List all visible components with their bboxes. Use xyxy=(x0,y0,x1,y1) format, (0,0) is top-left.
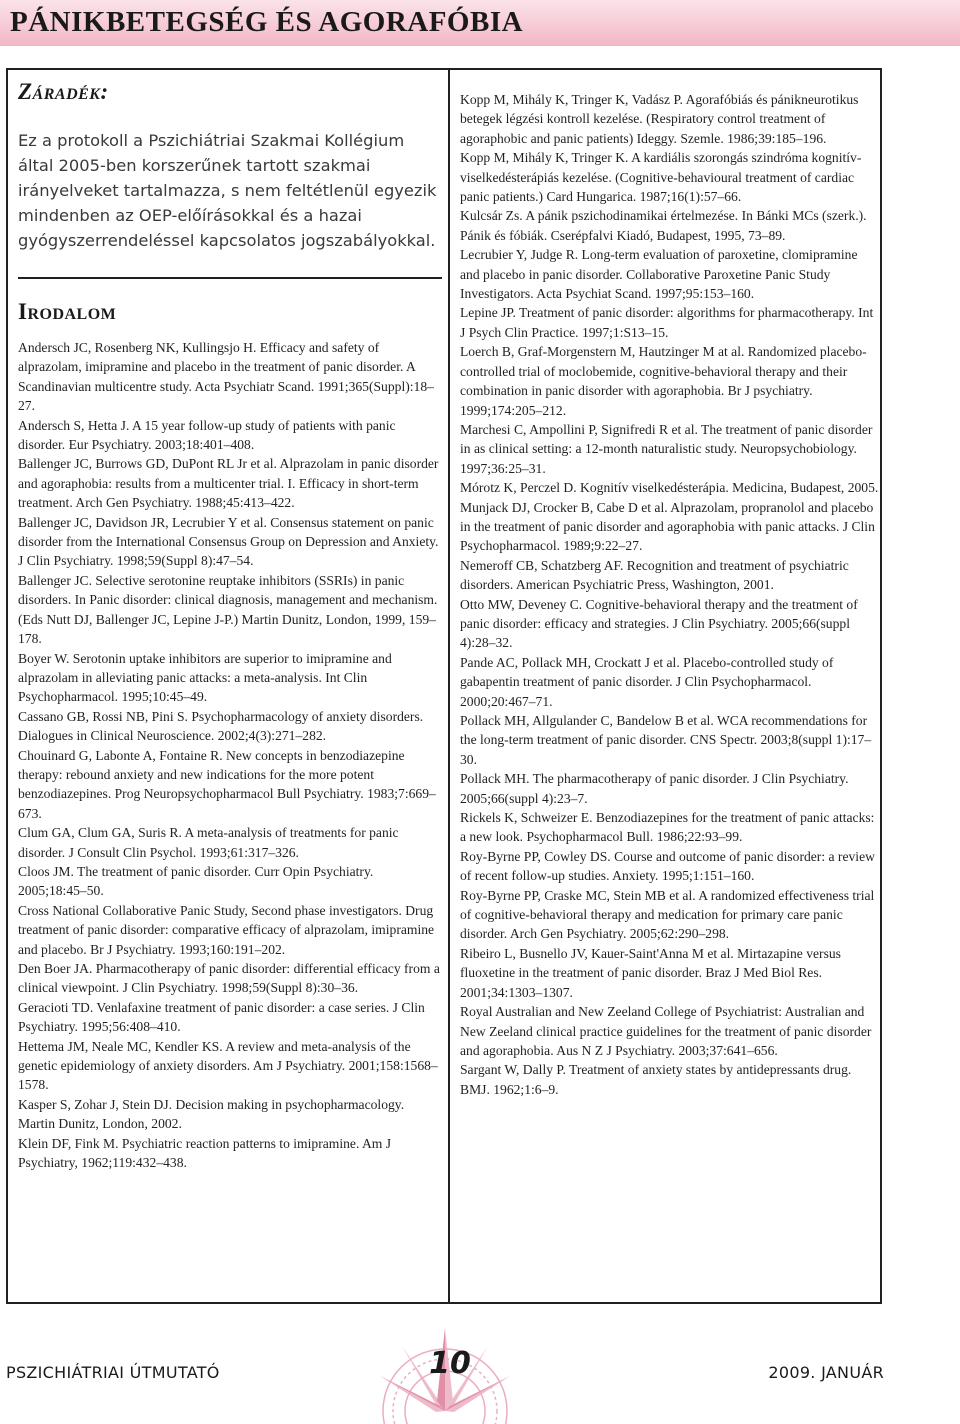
references-title: Irodalom xyxy=(18,299,117,324)
header-banner xyxy=(0,0,960,46)
reference-item: Kulcsár Zs. A pánik pszichodinamikai értelmezése. In Bánki MCs (szerk.). Pánik és fóbiák. Cserépfalvi Kiadó, Budapest, 1995, 73–89. xyxy=(460,208,867,243)
column-divider xyxy=(448,70,450,1302)
reference-item: Andersch JC, Rosenberg NK, Kullingsjo H. Efficacy and safety of alprazolam, imipramine and placebo in the treatment of panic disorder. A Scandinavian multicentre study. Acta Psychiatr Scand. 1991;365(Suppl):18–27. xyxy=(18,340,434,414)
left-column xyxy=(18,80,440,1172)
disclaimer-title: Záradék: xyxy=(18,79,109,104)
reference-item: Otto MW, Deveney C. Cognitive-behavioral therapy and the treatment of panic disorder: efficacy and strategies. J Clin Psychiatry. 2005;66(suppl 4):28–32. xyxy=(460,596,858,651)
reference-item: Pande AC, Pollack MH, Crockatt J et al. Placebo-controlled study of gabapentin treatment of panic disorder. J Clin Psychopharmacol. 2000;20:467–71. xyxy=(460,654,834,709)
reference-item: Lepine JP. Treatment of panic disorder: algorithms for pharmacotherapy. Int J Psych Clin Practice. 1997;1:S13–15. xyxy=(460,305,874,340)
reference-item: Cloos JM. The treatment of panic disorder. Curr Opin Psychiatry. 2005;18:45–50. xyxy=(18,863,374,899)
reference-item: Mórotz K, Perczel D. Kognitív viselkedésterápia. Medicina, Budapest, 2005. xyxy=(460,480,879,496)
reference-item: Cross National Collaborative Panic Study, Second phase investigators. Drug treatment of panic disorder: comparative efficacy of alprazolam, imipramine and placebo. Br J Psychiatry. 1993;160:191–202. xyxy=(18,902,435,957)
page-title: PÁNIKBETEGSÉG ÉS AGORAFÓBIA xyxy=(10,6,524,38)
section-divider xyxy=(18,277,442,279)
reference-item: Munjack DJ, Crocker B, Cabe D et al. Alprazolam, propranolol and placebo in the treatment of panic disorder and agoraphobia with panic attacks. J Clin Psychopharmacol. 1989;9:22–27. xyxy=(460,499,875,554)
reference-item: Ballenger JC. Selective serotonine reuptake inhibitors (SSRIs) in panic disorders. In Panic disorder: clinical diagnosis, management and mechanism. (Eds Nutt DJ, Ballenger JC, Lepine J-P.) Martin Dunitz, London, 1999, 159–178. xyxy=(18,572,438,647)
reference-item: Roy-Byrne PP, Cowley DS. Course and outcome of panic disorder: a review of recent follow-up studies. Anxiety. 1995;1:151–160. xyxy=(460,848,875,884)
reference-item: Ballenger JC, Burrows GD, DuPont RL Jr et al. Alprazolam in panic disorder and agoraphobia: results from a multicenter trial. I. Efficacy in short-term treatment. Arch Gen Psychiatry. 1988;45:413–422. xyxy=(18,456,439,511)
reference-item: Ballenger JC, Davidson JR, Lecrubier Y et al. Consensus statement on panic disorder from the International Consensus Group on Depression and Anxiety. J Clin Psychiatry. 1998;59(Suppl 8):47–54. xyxy=(18,514,439,569)
reference-item: Boyer W. Serotonin uptake inhibitors are superior to imipramine and alprazolam in alleviating panic attacks: a meta-analysis. Int Clin Psychopharmacol. 1995;10:45–49. xyxy=(18,650,392,705)
reference-item: Loerch B, Graf-Morgenstern M, Hautzinger M at al. Randomized placebo-controlled trial of moclobemide, cognitive-behavioral therapy and their combination in panic disorder with agoraphobia. Br J psychiatry. 1999;174:205–212. xyxy=(460,344,867,418)
references-list-right xyxy=(460,90,880,1099)
reference-item: Royal Australian and New Zeeland College of Psychiatrist: Australian and New Zeeland clinical practice guidelines for the treatment of panic disorder and agoraphobia. Aus N Z J Psychiatry. 2003;37:641–656. xyxy=(460,1004,872,1058)
reference-item: Lecrubier Y, Judge R. Long-term evaluation of paroxetine, clomipramine and placebo in panic disorder. Collaborative Paroxetine Panic Study Investigators. Acta Psychiat Scand. 1997;95:153–160. xyxy=(460,247,858,302)
reference-item: Kopp M, Mihály K, Tringer K. A kardiális szorongás szindróma kognitív-viselkedésterápiás kezelése. (Cognitive-behavioural treatment of cardiac panic patients.) Card Hungarica. 1987;16(1):57–66. xyxy=(460,150,862,205)
reference-item: Pollack MH, Allgulander C, Bandelow B et al. WCA recommendations for the long-term treatment of panic disorder. CNS Spectr. 2003;8(suppl 1):17–30. xyxy=(460,713,872,767)
reference-item: Klein DF, Fink M. Psychiatric reaction patterns to imipramine. Am J Psychiatry, 1962;119:432–438. xyxy=(18,1135,392,1171)
reference-item: Sargant W, Dally P. Treatment of anxiety states by antidepressants drug. BMJ. 1962;1:6–9. xyxy=(460,1062,852,1097)
reference-item: Clum GA, Clum GA, Suris R. A meta-analysis of treatments for panic disorder. J Consult Clin Psychol. 1993;61:317–326. xyxy=(18,825,399,860)
reference-item: Hettema JM, Neale MC, Kendler KS. A review and meta-analysis of the genetic epidemiology of anxiety disorders. Am J Psychiatry. 2001;158:1568–1578. xyxy=(18,1038,438,1093)
footer-date: 2009. JANUÁR xyxy=(768,1363,884,1382)
references-list-left xyxy=(18,338,440,1172)
reference-item: Marchesi C, Ampollini P, Signifredi R et al. The treatment of panic disorder in as clinical setting: a 12-month naturalistic study. Neuropsychobiology. 1997;36:25–31. xyxy=(460,421,873,476)
reference-item: Geracioti TD. Venlafaxine treatment of panic disorder: a case series. J Clin Psychiatry. 1995;56:408–410. xyxy=(18,999,425,1035)
reference-item: Kasper S, Zohar J, Stein DJ. Decision making in psychopharmacology. Martin Dunitz, London, 2002. xyxy=(18,1096,405,1132)
reference-item: Rickels K, Schweizer E. Benzodiazepines for the treatment of panic attacks: a new look. Psychopharmacol Bull. 1986;22:93–99. xyxy=(460,810,875,845)
page-number: 10 xyxy=(429,1346,471,1381)
content-box xyxy=(6,68,882,1304)
reference-item: Roy-Byrne PP, Craske MC, Stein MB et al. A randomized effectiveness trial of cognitive-behavioral therapy and medication for primary care panic disorder. Arch Gen Psychiatry. 2005;62:290–298. xyxy=(460,887,875,942)
reference-item: Kopp M, Mihály K, Tringer K, Vadász P. Agorafóbiás és pánikneurotikus betegek légzési kontroll kezelése. (Respiratory control treatment of agoraphobic and panic patients) Ideggy. Szemle. 1986;39:185–196. xyxy=(460,92,859,146)
footer-publication: PSZICHIÁTRIAI ÚTMUTATÓ xyxy=(6,1363,220,1382)
reference-item: Andersch S, Hetta J. A 15 year follow-up study of patients with panic disorder. Eur Psychiatry. 2003;18:401–408. xyxy=(18,417,396,453)
reference-item: Chouinard G, Labonte A, Fontaine R. New concepts in benzodiazepine therapy: rebound anxiety and new indications for the more potent benzodiazepines. Prog Neuropsychopharmacol Bull Psychiatry. 1983;7:669–673. xyxy=(18,747,436,821)
disclaimer-text: Ez a protokoll a Pszichiátriai Szakmai Kollégium által 2005-ben korszerűnek tartott szakmai irányelveket tartalmazza, s nem feltétlenül egyezik mindenben az OEP-előírásokkal és a hazai gyógyszerrendeléssel kapcsolatos jogszabályokkal. xyxy=(18,131,437,250)
reference-item: Den Boer JA. Pharmacotherapy of panic disorder: differential efficacy from a clinical viewpoint. J Clin Psychiatry. 1998;59(Suppl 8):30–36. xyxy=(18,961,440,996)
reference-item: Ribeiro L, Busnello JV, Kauer-Saint'Anna M et al. Mirtazapine versus fluoxetine in the treatment of panic disorder. Braz J Med Biol Res. 2001;34:1303–1307. xyxy=(460,945,841,1000)
reference-item: Cassano GB, Rossi NB, Pini S. Psychopharmacology of anxiety disorders. Dialogues in Clinical Neuroscience. 2002;4(3):271–282. xyxy=(18,708,424,744)
reference-item: Nemeroff CB, Schatzberg AF. Recognition and treatment of psychiatric disorders. American Psychiatric Press, Washington, 2001. xyxy=(460,557,849,593)
reference-item: Pollack MH. The pharmacotherapy of panic disorder. J Clin Psychiatry. 2005;66(suppl 4):23–7. xyxy=(460,771,849,806)
